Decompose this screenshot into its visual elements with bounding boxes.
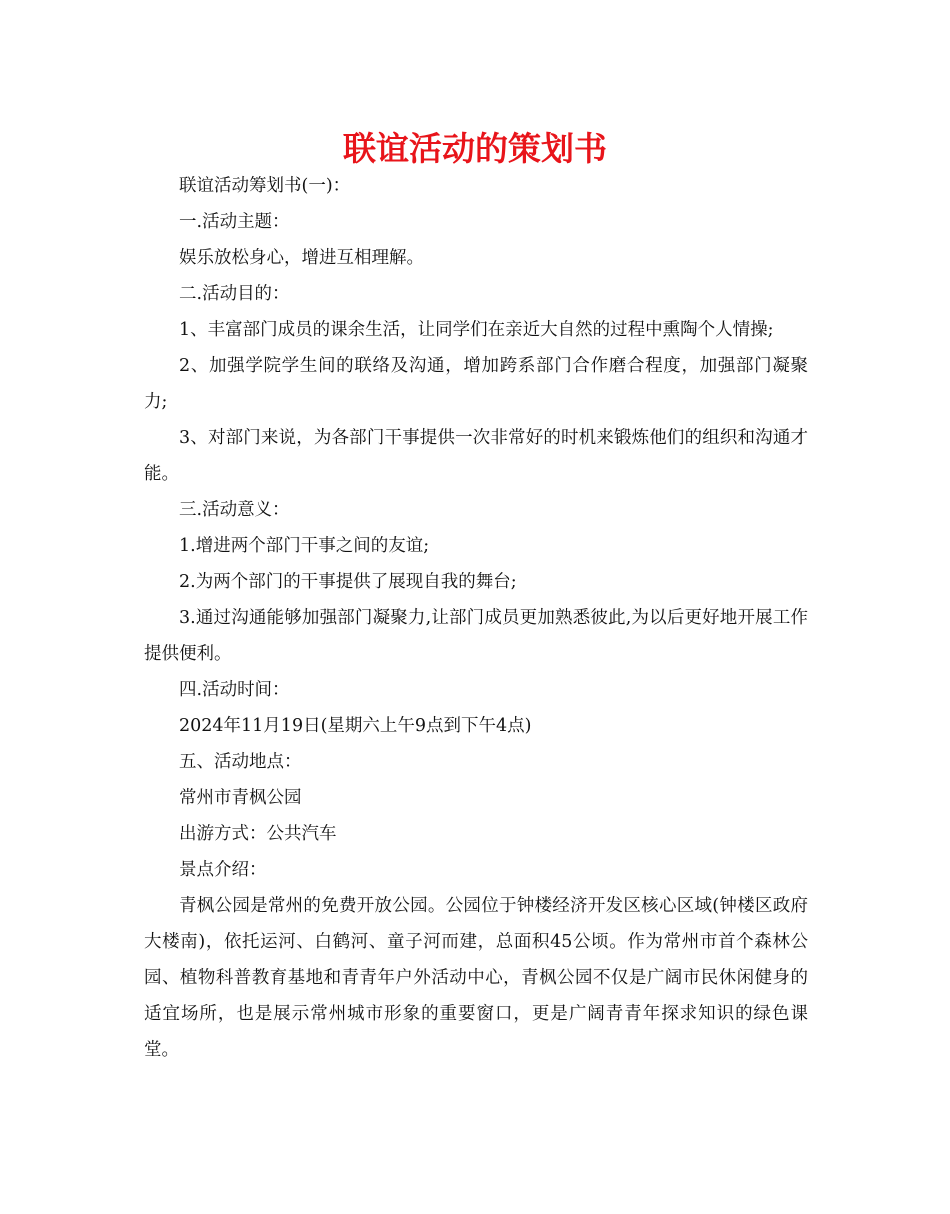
section-heading-significance: 三.活动意义： bbox=[179, 500, 290, 520]
section-heading-theme: 一.活动主题： bbox=[179, 212, 290, 232]
paragraph-date: 2024年11月19日(星期六上午9点到下午4点) bbox=[179, 716, 532, 736]
list-item: 3、对部门来说，为各部门干事提供一次非常好的时机来锻炼他们的组织和沟通才能。 bbox=[144, 428, 808, 484]
list-item: 3.通过沟通能够加强部门凝聚力,让部门成员更加熟悉彼此,为以后更好地开展工作提供便利。 bbox=[144, 608, 808, 664]
paragraph-attraction: 青枫公园是常州的免费开放公园。公园位于钟楼经济开发区核心区域(钟楼区政府大楼南)，依托运河、白鹤河、童子河而建，总面积45公顷。作为常州市首个森林公园、植物科普教育基地和青青年户外活动中心，青枫公园不仅是广阔市民休闲健身的适宜场所，也是展示常州城市形象的重要窗口，更是广阔青青年探求知识的绿色课堂。 bbox=[144, 896, 808, 1060]
document-title: 联谊活动的策划书 bbox=[343, 129, 607, 168]
list-item: 1.增进两个部门干事之间的友谊; bbox=[179, 536, 430, 556]
document-body bbox=[144, 168, 808, 1068]
paragraph-heading: 联谊活动筹划书(一)： bbox=[179, 176, 351, 196]
paragraph: 娱乐放松身心，增进互相理解。 bbox=[179, 248, 424, 268]
list-item: 2、加强学院学生间的联络及沟通，增加跨系部门合作磨合程度，加强部门凝聚力; bbox=[144, 356, 808, 412]
list-item: 1、丰富部门成员的课余生活，让同学们在亲近大自然的过程中熏陶个人情操; bbox=[179, 320, 774, 340]
paragraph-transport: 出游方式：公共汽车 bbox=[179, 824, 337, 844]
section-heading-attraction: 景点介绍： bbox=[179, 860, 267, 880]
section-heading-purpose: 二.活动目的： bbox=[179, 284, 290, 304]
list-item: 2.为两个部门的干事提供了展现自我的舞台; bbox=[179, 572, 517, 592]
section-heading-time: 四.活动时间： bbox=[179, 680, 290, 700]
paragraph-location: 常州市青枫公园 bbox=[179, 788, 302, 808]
section-heading-location: 五、活动地点： bbox=[179, 752, 302, 772]
